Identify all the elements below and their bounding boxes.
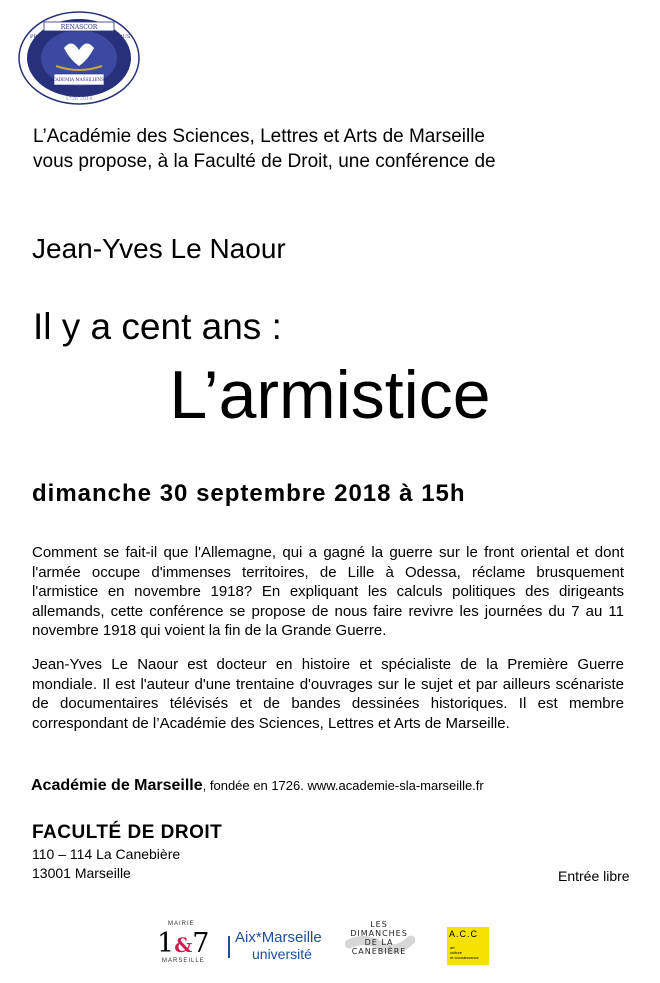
amu-logo-bar	[228, 936, 230, 958]
dimanches-line-4: CANEBIÈRE	[351, 947, 407, 956]
academy-name: Académie de Marseille	[31, 777, 203, 794]
amu-marseille: Marseille	[261, 929, 322, 946]
amu-logo	[235, 931, 322, 945]
intro-line-1: L’Académie des Sciences, Lettres et Arts de Marseille	[33, 126, 486, 147]
dimanches-line-3: DE LA	[364, 938, 394, 947]
kicker-title: Il y a cent ans :	[33, 306, 282, 347]
seal-years: 1726 2018	[65, 96, 93, 102]
mairie-logo-top: MAIRIE	[168, 921, 195, 927]
mairie-ampersand: &	[174, 933, 193, 957]
dimanches-line-2: DIMANCHES	[350, 929, 408, 938]
event-date: dimanche 30 septembre 2018 à 15h	[32, 480, 466, 507]
academy-seal-icon	[16, 8, 142, 108]
dimanches-line-1: LES	[370, 920, 388, 929]
seal-bottom-text: ACADEMIA MASSILIENSIS	[49, 77, 109, 82]
amu-star-icon: *	[255, 929, 262, 946]
venue-address-line-1: 110 – 114 La Canebière	[32, 846, 181, 862]
acc-line-1: art	[450, 945, 455, 950]
dimanches-logo	[348, 920, 410, 956]
amu-logo-subtitle: université	[252, 946, 312, 962]
acc-line-3: et connaissance	[450, 955, 479, 960]
description-paragraph: Comment se fait-il que l'Allemagne, qui a gagné la guerre sur le front oriental et dont l'armée occupe d'immenses territoires, de Lille à Odessa, réclame brusquement l'armistice en novembre 1918? En expliquant les calculs politiques des dirigeants allemands, cette conférence se propose de nous faire revivre les journées du 7 au 11 novembre 1918 qui voient la fin de la Grande Guerre.	[32, 544, 624, 640]
amu-aix: Aix	[235, 929, 256, 946]
mairie-logo-number	[157, 928, 209, 959]
mairie-logo-bottom: MARSEILLE	[162, 958, 205, 964]
seal-left-text: PRIMIS	[30, 34, 50, 40]
acc-line-2: culture	[450, 950, 463, 955]
entry-free-note: Entrée libre	[558, 868, 630, 884]
headline-title: L’armistice	[169, 357, 491, 433]
seal-right-text: FLORUS	[108, 34, 131, 40]
venue-address-line-2: 13001 Marseille	[32, 865, 131, 881]
acc-logo-subtitle	[450, 945, 479, 960]
mairie-num-7: 7	[192, 928, 210, 959]
academy-founded: fondée en 1726. www.academie-sla-marseille.fr	[206, 778, 484, 793]
intro-line-2: vous propose, à la Faculté de Droit, une conférence de	[33, 151, 496, 172]
intro-text	[33, 124, 633, 174]
speaker-name: Jean-Yves Le Naour	[32, 233, 286, 264]
speaker-bio-paragraph: Jean-Yves Le Naour est docteur en histoire et spécialiste de la Première Guerre mondiale. Il est l'auteur d'une trentaine d'ouvrages sur le sujet et par ailleurs scénariste de documentaires télévisés et de bandes dessinées historiques. Il est membre correspondant de l’Académie des Sciences, Lettres et Arts de Marseille.	[32, 656, 624, 732]
seal-top-text: RENASCOR	[60, 24, 98, 31]
academy-comma: ,	[202, 778, 207, 793]
venue-name: FACULTÉ DE DROIT	[32, 822, 223, 843]
mairie-num-1: 1	[157, 928, 175, 959]
acc-logo-title: A.C.C	[449, 929, 479, 939]
academy-footer-line	[31, 777, 484, 795]
